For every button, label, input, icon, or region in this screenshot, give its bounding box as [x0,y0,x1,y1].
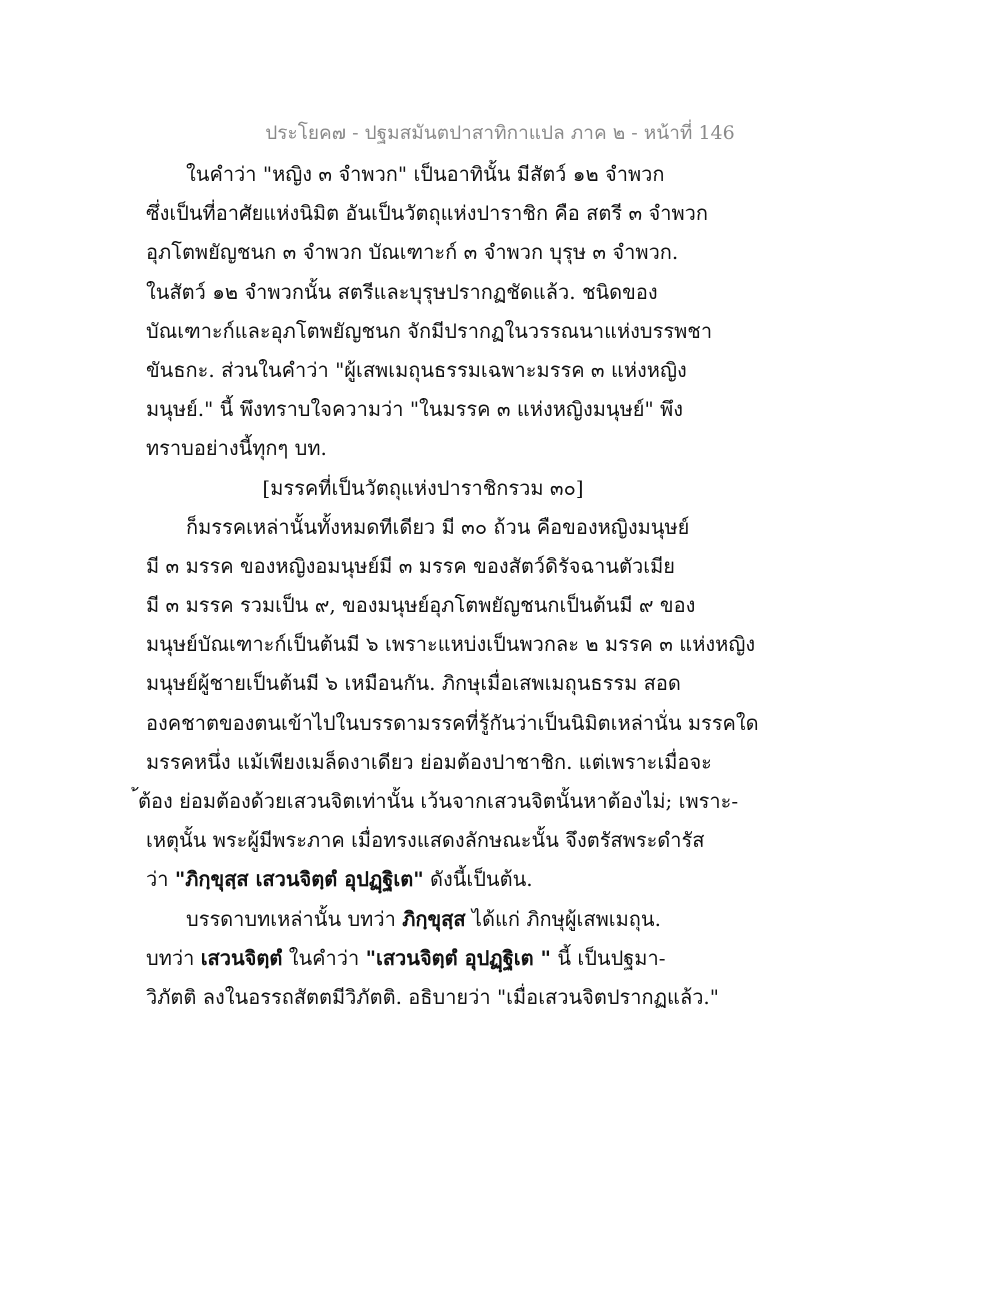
text-line: ในคำว่า "หญิง ๓ จำพวก" เป็นอาทินั้น มีสัตว์ ๑๒ จำพวก [186,162,665,186]
text-line: ทราบอย่างนี้ทุกๆ บท. [146,436,327,461]
text-span: ว่า [146,867,175,892]
text-line: มรรคหนึ่ง แม้เพียงเมล็ดงาเดียว ย่อมต้องปาชาชิก. แต่เพราะเมื่อจะ [146,749,712,774]
text-span: นี้ เป็นปฐมา- [550,945,666,970]
text-span: บทว่า [146,945,201,970]
text-span: บรรดาบทเหล่านั้น บทว่า [186,906,403,931]
text-line: มี ๓ มรรค ของหญิงอมนุษย์มี ๓ มรรค ของสัตว์ดิรัจฉานตัวเมีย [146,553,675,578]
text-span: ในคำว่า [282,945,366,970]
text-line: ซึ่งเป็นที่อาศัยแห่งนิมิต อันเป็นวัตถุแห่งปาราชิก คือ สตรี ๓ จำพวก [146,201,708,226]
text-line: มนุษย์ผู้ชายเป็นต้นมี ๖ เหมือนกัน. ภิกษุเมื่อเสพเมถุนธรรม สอด [146,671,681,696]
text-line [146,900,746,939]
text-line: วิภัตติ ลงในอรรถสัตตมีวิภัตติ. อธิบายว่า "เมื่อเสวนจิตปรากฏแล้ว." [146,984,719,1009]
pali-term: เสวนจิตฺตํ [200,945,283,970]
text-line: ้ต้อง ย่อมต้องด้วยเสวนจิตเท่านั้น เว้นจากเสวนจิตนั้นหาต้องไม่; เพราะ- [138,789,739,813]
text-line [146,939,746,978]
pali-quote: "ภิกฺขุสฺส เสวนจิตฺตํ อุปฏฺฐิเต" [174,867,424,892]
text-span: ดังนี้เป็นต้น. [423,867,533,892]
text-line: อุภโตพยัญชนก ๓ จำพวก บัณเฑาะก์ ๓ จำพวก บุรุษ ๓ จำพวก. [146,240,679,265]
text-span: ได้แก่ ภิกษุผู้เสพเมถุน. [465,906,661,931]
text-line: มนุษย์บัณเฑาะก์เป็นต้นมี ๖ เพราะแหบ่งเป็นพวกละ ๒ มรรค ๓ แห่งหญิง [146,632,756,657]
text-line: มนุษย์." นี้ พึงทราบใจความว่า "ในมรรค ๓ แห่งหญิงมนุษย์" พึง [146,397,683,422]
document-body [138,155,759,1017]
pali-term: ภิกฺขุสฺส [402,906,466,931]
text-line: องคชาตของตนเข้าไปในบรรดามรรคที่รู้กันว่าเป็นนิมิตเหล่านั่น มรรคใด [146,710,759,735]
text-line: บัณเฑาะก์และอุภโตพยัญชนก จักมีปรากฏในวรรณนาแห่งบรรพชา [146,318,713,343]
pali-quote: "เสวนจิตฺตํ อุปฏฺฐิเต " [365,945,551,970]
text-line: ขันธกะ. ส่วนในคำว่า "ผู้เสพเมถุนธรรมเฉพาะมรรค ๓ แห่งหญิง [146,357,687,382]
section-subheading: [มรรคที่เป็นวัตถุแห่งปาราชิกรวม ๓๐] [262,475,584,500]
text-line: ก็มรรคเหล่านั้นทั้งหมดทีเดียว มี ๓๐ ถ้วน คือของหญิงมนุษย์ [186,514,690,539]
text-line [146,860,746,899]
page-header: ประโยค๗ - ปฐมสมันตปาสาทิกาแปล ภาค ๒ - หน้าที่ 146 [265,122,735,144]
text-line: มี ๓ มรรค รวมเป็น ๙, ของมนุษย์อุภโตพยัญชนกเป็นต้นมี ๙ ของ [146,593,696,618]
text-line: เหตุนั้น พระผู้มีพระภาค เมื่อทรงแสดงลักษณะนั้น จึงตรัสพระดำรัส [146,828,705,853]
text-line: ในสัตว์ ๑๒ จำพวกนั้น สตรีและบุรุษปรากฏชัดแล้ว. ชนิดของ [146,279,658,304]
